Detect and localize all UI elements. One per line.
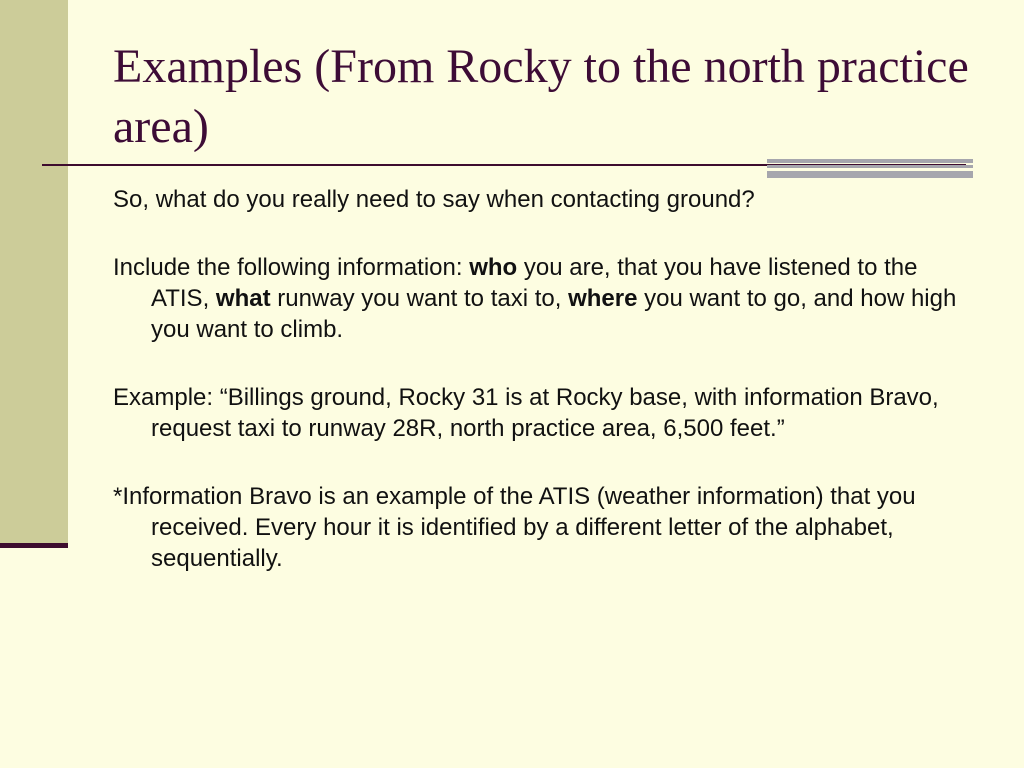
- bold-who: who: [469, 254, 518, 281]
- slide-body: [113, 184, 973, 611]
- paragraph-question: So, what do you really need to say when contacting ground?: [113, 186, 755, 213]
- text-segment: runway you want to taxi to,: [270, 285, 569, 312]
- text-segment: you are, that you have listened to the ATIS,: [151, 254, 918, 312]
- paragraph-include-info: [113, 252, 973, 345]
- bold-where: where: [568, 285, 638, 312]
- accent-stripe: [767, 159, 973, 163]
- text-segment: you want to go, and how high you want to climb.: [151, 285, 957, 343]
- accent-stripe: [767, 171, 973, 178]
- paragraph-example: Example: “Billings ground, Rocky 31 is at Rocky base, with information Bravo, request taxi to runway 28R, north practice area, 6,500 feet.”: [113, 384, 939, 442]
- paragraph-footnote: *Information Bravo is an example of the ATIS (weather information) that you received. Every hour it is identified by a different letter of the alphabet, sequentially.: [113, 483, 916, 572]
- left-sidebar-band: [0, 0, 68, 545]
- accent-stripe: [767, 165, 973, 168]
- text-segment: Include the following information:: [113, 254, 470, 281]
- slide-title: Examples (From Rocky to the north practice area): [113, 40, 969, 153]
- sidebar-underline: [0, 543, 68, 548]
- bold-what: what: [215, 285, 271, 312]
- accent-bar: [767, 159, 973, 179]
